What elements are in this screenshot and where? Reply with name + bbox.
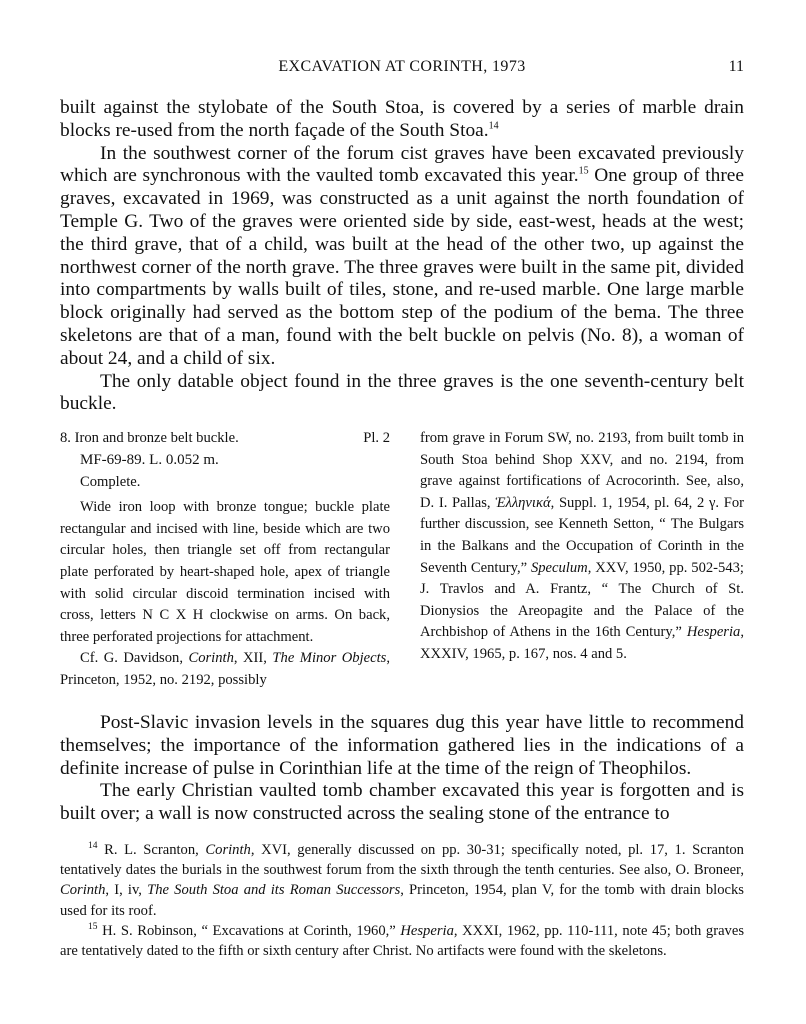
entry-title: Iron and bronze belt buckle.: [74, 430, 239, 446]
book-title: The South Stoa and its Roman Successors: [147, 882, 401, 899]
text: , XXV, 1950, pp. 502-543; J. Travlos and A. Frantz, “ The Church of St. Dionysios the Areopagite and the Palace of the Archbishop of Athens in the 16th Century,”: [420, 559, 744, 641]
book-title: The Minor Objects: [272, 650, 387, 667]
footnote-15: [60, 921, 744, 961]
text: , Princeton, 1954, plan V, for the tomb with drain blocks used for its roof.: [60, 882, 744, 919]
footnote-ref[interactable]: 14: [488, 120, 499, 132]
comparanda: [60, 648, 390, 691]
journal-title: Hesperia: [686, 624, 741, 641]
journal-title: Speculum: [530, 559, 588, 576]
text: , XXXIV, 1965, p. 167, nos. 4 and 5.: [420, 624, 744, 662]
footnote-number: 15: [88, 921, 98, 932]
text: Cf. G. Davidson,: [80, 650, 189, 667]
text: , XII,: [233, 650, 273, 667]
text: R. L. Scranton,: [97, 842, 206, 858]
text: from grave in Forum SW, no. 2193, from built tomb in South Stoa behind Shop XXV, and no. 2194, from grave against fortifications of Acrocorinth. See, also, D. I. Pallas,: [420, 430, 744, 511]
catalog-entry: [60, 428, 744, 688]
paragraph: [60, 97, 744, 143]
footnote-number: 14: [88, 841, 98, 852]
text: H. S. Robinson, “ Excavations at Corinth, 1960,”: [97, 922, 401, 939]
page-number: 11: [728, 58, 744, 75]
text: , Princeton, 1952, no. 2192, possibly: [60, 650, 390, 688]
journal-title: Ἑλληνικά: [495, 494, 551, 511]
condition: Complete.: [80, 473, 141, 490]
footnote-14: [60, 840, 744, 921]
book-title: Corinth: [188, 650, 234, 667]
journal-title: Hesperia: [400, 922, 454, 939]
paragraph: Post-Slavic invasion levels in the squares dug this year have little to recommend themselves; the importance of the information gathered lies in the indications of a definite increase of pulse in Corinthian life at the time of the reign of Theophilos.: [60, 712, 744, 779]
comparanda-continued: [420, 428, 744, 666]
paragraph: The early Christian vaulted tomb chamber excavated this year is forgotten and is built over; a wall is now constructed across the sealing stone of the entrance to: [60, 780, 744, 825]
catalog-column-right: [420, 428, 744, 666]
paragraph: [60, 143, 744, 371]
paragraph: The only datable object found in the three graves is the one seventh-century belt buckle.: [60, 370, 744, 415]
book-title: Corinth: [60, 882, 106, 899]
text: , XVI, generally discussed on pp. 30-31; specifically noted, pl. 17, 1. Scranton tentatively dates the burials in the southwest forum from the sixth through the tenth centuries. See also, O. Broneer,: [60, 842, 744, 879]
footnote-ref[interactable]: 15: [578, 165, 589, 177]
entry-heading: [60, 428, 390, 450]
text: , Suppl. 1, 1954, pl. 64, 2 γ. For further discussion, see Kenneth Setton, “ The Bulgars in the Balkans and the Occupation of Corinth in the Seventh Century,”: [420, 494, 744, 576]
text: , XXXI, 1962, pp. 110-111, note 45; both graves are tentatively dated to the fifth or sixth century after Christ. No artifacts were found with the skeletons.: [60, 922, 745, 960]
inventory-number: MF-69-89. L. 0.052 m.: [80, 452, 219, 468]
plate-reference: Pl. 2: [363, 430, 390, 446]
footnotes: [60, 840, 744, 961]
paragraph-text: In the southwest corner of the forum cist graves have been excavated previously which are synchronous with the vaulted tomb excavated this year.: [60, 142, 744, 187]
later-section: [60, 712, 744, 826]
running-title: EXCAVATION AT CORINTH, 1973: [278, 58, 526, 75]
running-head: [60, 58, 744, 80]
book-title: Corinth: [205, 842, 251, 858]
entry-number: 8.: [60, 430, 71, 446]
catalog-column-left: [60, 428, 390, 692]
paragraph-text: One group of three graves, excavated in 1969, was constructed as a unit against the north foundation of Temple G. Two of the graves were oriented side by side, east-west, heads at the west; the third grave, that of a child, was built at the head of the other two, up against the northwest corner of the north grave. The three graves were built in the same pit, divided into compartments by walls built of tiles, stone, and re-used marble. One large marble block originally had served as the bottom step of the podium of the bema. The three skeletons are that of a man, found with the belt buckle on pelvis (No. 8), a woman of about 24, and a child of six.: [60, 165, 744, 369]
paragraph-text: built against the stylobate of the South Stoa, is covered by a series of marble drain blocks re-used from the north façade of the South Stoa.: [60, 97, 744, 141]
description: Wide iron loop with bronze tongue; buckle plate rectangular and incised with line, beside which are two circular holes, then triangle set off from rectangular plate perforated by heart-shaped hole, apex of triangle with solid circular discoid termination incised with cross, letters N C X H clockwise on arms. On back, three perforated projections for attachment.: [60, 499, 390, 645]
text: , I, iv,: [105, 882, 148, 899]
intro-section: [60, 97, 744, 416]
